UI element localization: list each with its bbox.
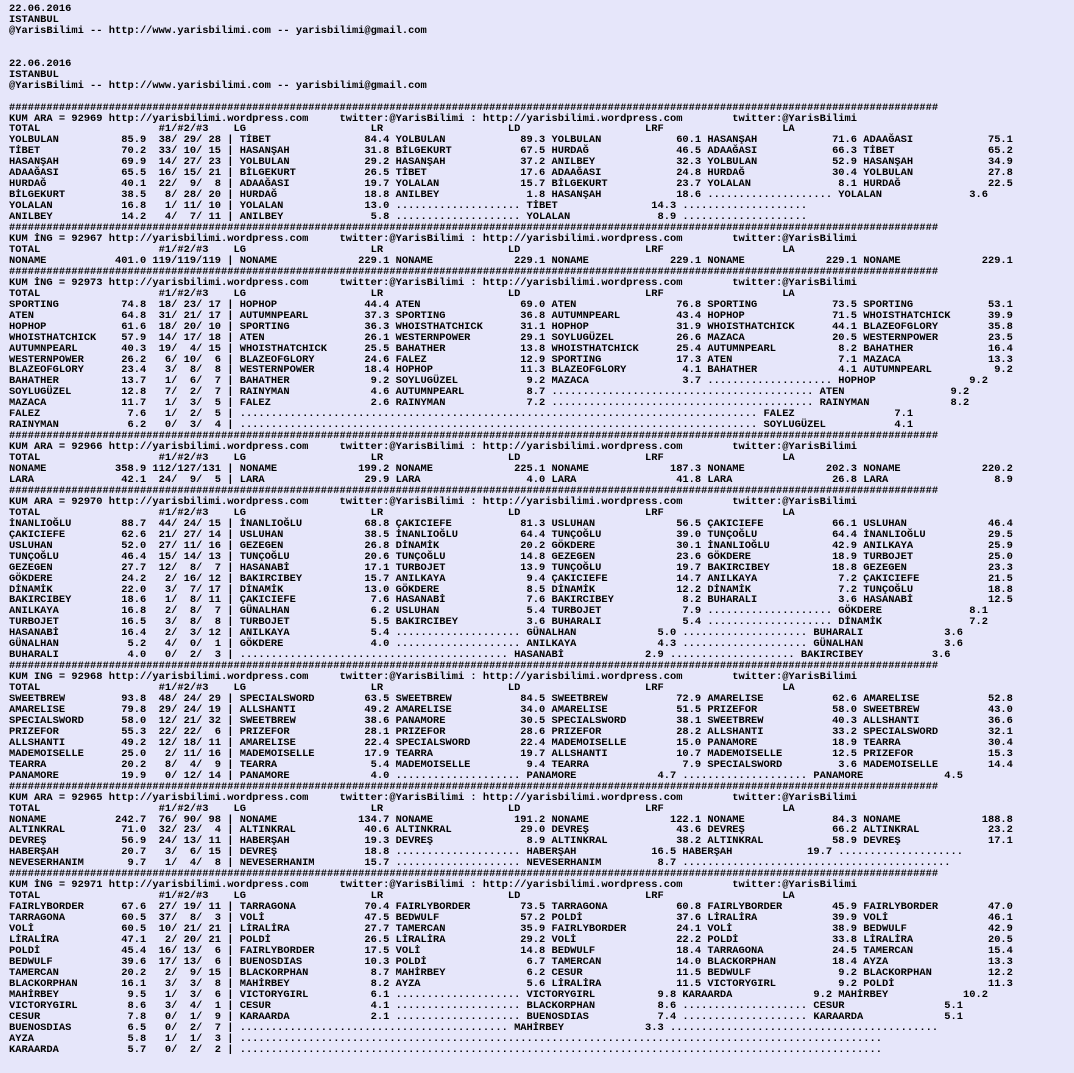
race-row: AYZA 5.8 1/ 1/ 3 | ....................................................................................................... [9,1032,882,1045]
race-row: RAINYMAN 6.2 0/ 3/ 4 | ................................................................................... SOYLUGÜZEL 4.1 [9,419,914,432]
race-row: HABERŞAH 20.7 3/ 6/ 15 | DEVREŞ 18.8 .................... HABERŞAH 16.5 HABERŞAH 19.7 .................... [9,846,964,859]
header-city: ISTANBUL [9,13,59,26]
column-header: TOTAL #1/#2/#3 LG LR LD LRF LA [9,243,795,256]
race-row: ALTINKRAL 71.0 32/ 23/ 4 | ALTINKRAL 40.6 ALTINKRAL 29.0 DEVREŞ 43.6 DEVREŞ 66.2 ALTINKRAL 23.2 [9,824,1013,837]
race-row: PRIZEFOR 55.3 22/ 22/ 6 | PRIZEFOR 28.1 PRIZEFOR 28.6 PRIZEFOR 28.2 ALLSHANTI 33.2 SPECIALSWORD 32.1 [9,725,1013,738]
race-row: DEVREŞ 56.9 24/ 13/ 11 | HABERŞAH 19.3 DEVREŞ 8.9 ALTINKRAL 38.2 ALTINKRAL 58.9 DEVREŞ 17.1 [9,835,1013,848]
race-row: POLDİ 45.4 16/ 13/ 6 | FAIRLYBORDER 17.5 VOLİ 14.8 BEDWULF 18.4 TARRAGONA 24.5 TAMERCAN 15.4 [9,944,1013,957]
column-header: TOTAL #1/#2/#3 LG LR LD LRF LA [9,682,795,695]
race-row: NEVESERHANIM 9.7 1/ 4/ 8 | NEVESERHANIM 15.7 .................... NEVESERHANIM 8.7 ........................................... [9,857,951,870]
race-row: TARRAGONA 60.5 37/ 8/ 3 | VOLİ 47.5 BEDWULF 57.2 POLDİ 37.6 LİRALİRA 39.9 VOLİ 46.1 [9,912,1013,925]
column-header: TOTAL #1/#2/#3 LG LR LD LRF LA [9,802,795,815]
race-row: SWEETBREW 93.8 48/ 24/ 29 | SPECIALSWORD 63.5 SWEETBREW 84.5 SWEETBREW 72.9 AMARELISE 62.6 AMARELISE 52.8 [9,693,1013,706]
race-row: ANILKAYA 16.8 2/ 8/ 7 | GÜNALHAN 6.2 USLUHAN 5.4 TURBOJET 7.9 .................... GÖKDERE 8.1 [9,605,988,618]
race-row: VOLİ 60.5 10/ 21/ 21 | LİRALİRA 27.7 TAMERCAN 35.9 FAIRLYBORDER 24.1 VOLİ 38.9 BEDWULF 42.9 [9,923,1013,936]
race-title: KUM ING = 92968 http://yarisbilimi.wordpress.com twitter:@YarisBilimi : http://yarisbilimi.wordpress.com twitter:@YarisBilimi [9,671,858,684]
race-row: TURBOJET 16.5 3/ 8/ 8 | TURBOJET 5.5 BAKIRCIBEY 3.6 BUHARALI 5.4 .................... DİNAMİK 7.2 [9,616,988,629]
race-row: MAHİRBEY 9.5 1/ 3/ 6 | VICTORYGIRL 6.1 .................... VICTORYGIRL 9.8 KARAARDA 9.2 MAHİRBEY 10.2 [9,988,988,1001]
race-row: CESUR 7.8 0/ 1/ 9 | KARAARDA 2.1 .................... BUENOSDIAS 7.4 .................... KARAARDA 5.1 [9,1010,964,1023]
race-row: İNANLIOĞLU 88.7 44/ 24/ 15 | İNANLIOĞLU 68.8 ÇAKICIEFE 81.3 USLUHAN 56.5 ÇAKICIEFE 66.1 USLUHAN 46.4 [9,517,1013,530]
race-row: BLAZEOFGLORY 23.4 3/ 8/ 8 | WESTERNPOWER 18.4 HOPHOP 11.3 BLAZEOFGLORY 4.1 BAHATHER 4.1 AUTUMNPEARL 9.2 [9,364,1013,377]
separator-line: ##################################################################################################################################################### [9,780,939,793]
race-row: LARA 42.1 24/ 9/ 5 | LARA 29.9 LARA 4.0 LARA 41.8 LARA 26.8 LARA 8.9 [9,473,1013,486]
race-row: ADAAĞASI 65.5 16/ 15/ 21 | BİLGEKURT 26.5 TİBET 17.6 ADAAĞASI 24.8 HURDAĞ 30.4 YOLBULAN 27.8 [9,167,1013,180]
race-row: GÜNALHAN 5.2 4/ 0/ 1 | GÖKDERE 4.0 .................... ANILKAYA 4.3 .................... GÜNALHAN 3.6 [9,638,964,651]
race-row: SOYLUGÜZEL 12.8 7/ 2/ 7 | RAINYMAN 4.6 AUTUMNPEARL 8.7 .......................................... ATEN 9.2 [9,386,970,399]
race-row: TİBET 70.2 33/ 10/ 15 | HASANŞAH 31.8 BİLGEKURT 67.5 HURDAĞ 46.5 ADAAĞASI 66.3 TİBET 65.2 [9,145,1013,158]
race-row: GEZEGEN 27.7 12/ 8/ 7 | HASANABİ 17.1 TURBOJET 13.9 TUNÇOĞLU 19.7 BAKIRCIBEY 18.8 GEZEGEN 23.3 [9,561,1013,574]
race-blocks [9,102,1013,1056]
race-row: BUHARALI 4.0 0/ 2/ 3 | ........................................... HASANABİ 2.9 .................... BAKIRCIBEY 3.6 [9,649,951,662]
race-row: KARAARDA 5.7 0/ 2/ 2 | ....................................................................................................... [9,1043,882,1056]
column-header: TOTAL #1/#2/#3 LG LR LD LRF LA [9,506,795,519]
header-contact: @YarisBilimi -- http://www.yarisbilimi.com -- yarisbilimi@gmail.com [9,24,427,37]
race-row: YOLBULAN 85.9 38/ 29/ 28 | TİBET 84.4 YOLBULAN 89.3 YOLBULAN 60.1 HASANŞAH 71.6 ADAAĞASI 75.1 [9,134,1013,147]
race-row: WHOISTHATCHICK 57.9 14/ 17/ 18 | ATEN 26.1 WESTERNPOWER 29.1 SOYLUGÜZEL 26.6 MAZACA 20.5 WESTERNPOWER 23.5 [9,331,1013,344]
race-row: ALLSHANTI 49.2 12/ 18/ 11 | AMARELISE 22.4 SPECIALSWORD 22.4 MADEMOISELLE 15.0 PANAMORE 18.9 TEARRA 30.4 [9,736,1013,749]
race-row: FAIRLYBORDER 67.6 27/ 19/ 11 | TARRAGONA 70.4 FAIRLYBORDER 73.5 TARRAGONA 60.8 FAIRLYBORDER 45.9 FAIRLYBORDER 47.0 [9,901,1013,914]
race-row: BLACKORPHAN 16.1 3/ 3/ 8 | MAHİRBEY 8.2 AYZA 5.6 LİRALİRA 11.5 VICTORYGIRL 9.2 POLDİ 11.3 [9,977,1013,990]
separator-line: ##################################################################################################################################################### [9,101,939,114]
race-row: PANAMORE 19.9 0/ 12/ 14 | PANAMORE 4.0 .................... PANAMORE 4.7 .................... PANAMORE 4.5 [9,769,964,782]
separator-line: ##################################################################################################################################################### [9,222,939,235]
separator-line: ##################################################################################################################################################### [9,430,939,443]
race-title: KUM ARA = 92966 http://yarisbilimi.wordpress.com twitter:@YarisBilimi : http://yarisbilimi.wordpress.com twitter:@YarisBilimi [9,441,858,454]
race-row: AMARELISE 79.8 29/ 24/ 19 | ALLSHANTI 49.2 AMARELISE 34.0 AMARELISE 51.5 PRIZEFOR 58.0 SWEETBREW 43.0 [9,704,1013,716]
race-row: TEARRA 20.2 8/ 4/ 9 | TEARRA 5.4 MADEMOISELLE 9.4 TEARRA 7.9 SPECIALSWORD 3.6 MADEMOISELLE 14.4 [9,758,1013,771]
race-row: MADEMOISELLE 25.0 2/ 11/ 16 | MADEMOISELLE 17.9 TEARRA 19.7 ALLSHANTI 10.7 MADEMOISELLE 12.5 PRIZEFOR 15.3 [9,747,1013,760]
race-row: FALEZ 7.6 1/ 2/ 5 | ................................................................................... FALEZ 7.1 [9,408,914,421]
race-row: BİLGEKURT 38.5 8/ 28/ 20 | HURDAĞ 18.8 ANILBEY 1.8 HASANŞAH 18.6 .................... YOLALAN 3.6 [9,189,988,202]
header-date: 22.06.2016 [9,3,72,15]
race-row: YOLALAN 16.8 1/ 11/ 10 | YOLALAN 13.0 .................... TİBET 14.3 .................... [9,200,808,213]
race-row: AUTUMNPEARL 40.3 19/ 4/ 15 | WHOISTHATCHICK 25.5 BAHATHER 13.8 WHOISTHATCHICK 25.4 AUTUMNPEARL 8.2 BAHATHER 16.4 [9,342,1013,355]
race-row: ATEN 64.8 31/ 21/ 17 | AUTUMNPEARL 37.3 SPORTING 36.8 AUTUMNPEARL 43.4 HOPHOP 71.5 WHOISTHATCHICK 39.9 [9,309,1013,322]
separator-line: ##################################################################################################################################################### [9,265,939,278]
race-row: ANILBEY 14.2 4/ 7/ 11 | ANILBEY 5.8 .................... YOLALAN 8.9 .................... [9,211,808,224]
race-row: SPORTING 74.8 18/ 23/ 17 | HOPHOP 44.4 ATEN 69.0 ATEN 76.8 SPORTING 73.5 SPORTING 53.1 [9,298,1013,311]
race-row: LİRALİRA 47.1 2/ 20/ 21 | POLDİ 26.5 LİRALİRA 29.2 VOLİ 22.2 POLDİ 33.8 LİRALİRA 20.5 [9,934,1013,947]
column-header: TOTAL #1/#2/#3 LG LR LD LRF LA [9,890,795,903]
race-title: KUM İNG = 92967 http://yarisbilimi.wordpress.com twitter:@YarisBilimi : http://yarisbilimi.wordpress.com twitter:@YarisBilimi [9,233,858,246]
race-row: VICTORYGIRL 8.6 3/ 4/ 1 | CESUR 4.1 .................... BLACKORPHAN 8.6 .................... CESUR 5.1 [9,999,964,1012]
race-title: KUM ARA = 92965 http://yarisbilimi.wordpress.com twitter:@YarisBilimi : http://yarisbilimi.wordpress.com twitter:@YarisBilimi [9,791,858,804]
race-row: HASANŞAH 69.9 14/ 27/ 23 | YOLBULAN 29.2 HASANŞAH 37.2 ANILBEY 32.3 YOLBULAN 52.9 HASANŞAH 34.9 [9,156,1013,169]
race-row: BAHATHER 13.7 1/ 6/ 7 | BAHATHER 9.2 SOYLUGÜZEL 9.2 MAZACA 3.7 .................... HOPHOP 9.2 [9,375,988,388]
race-title: KUM ARA = 92970 http://yarisbilimi.wordpress.com twitter:@YarisBilimi : http://yarisbilimi.wordpress.com twitter:@YarisBilimi [9,495,858,508]
race-title: KUM İNG = 92971 http://yarisbilimi.wordpress.com twitter:@YarisBilimi : http://yarisbilimi.wordpress.com twitter:@YarisBilimi [9,879,858,892]
header-contact-repeat: @YarisBilimi -- http://www.yarisbilimi.com -- yarisbilimi@gmail.com [9,79,427,92]
column-header: TOTAL #1/#2/#3 LG LR LD LRF LA [9,287,795,300]
race-row: TAMERCAN 20.2 2/ 9/ 15 | BLACKORPHAN 8.7 MAHİRBEY 6.2 CESUR 11.5 BEDWULF 9.2 BLACKORPHAN 12.2 [9,966,1013,979]
race-row: TUNÇOĞLU 46.4 15/ 14/ 13 | TUNÇOĞLU 20.6 TUNÇOĞLU 14.8 GEZEGEN 23.6 GÖKDERE 18.9 TURBOJET 25.0 [9,550,1013,563]
race-title: KUM ARA = 92969 http://yarisbilimi.wordpress.com twitter:@YarisBilimi : http://yarisbilimi.wordpress.com twitter:@YarisBilimi [9,112,858,125]
column-header: TOTAL #1/#2/#3 LG LR LD LRF LA [9,452,795,465]
race-title: KUM İNG = 92973 http://yarisbilimi.wordpress.com twitter:@YarisBilimi : http://yarisbilimi.wordpress.com twitter:@YarisBilimi [9,276,858,289]
race-row: BAKIRCIBEY 18.6 1/ 8/ 11 | ÇAKICIEFE 7.6 HASANABİ 7.6 BAKIRCIBEY 8.2 BUHARALI 3.6 HASANABİ 12.5 [9,594,1013,607]
race-row: BEDWULF 39.6 17/ 13/ 6 | BUENOSDIAS 10.3 POLDİ 6.7 TAMERCAN 14.0 BLACKORPHAN 18.4 AYZA 13.3 [9,955,1013,968]
race-row: HASANABİ 16.4 2/ 3/ 12 | ANILKAYA 5.4 .................... GÜNALHAN 5.0 .................... BUHARALI 3.6 [9,627,964,640]
separator-line: ##################################################################################################################################################### [9,484,939,497]
header-date-repeat: 22.06.2016 [9,57,72,70]
race-row: HURDAĞ 40.1 22/ 9/ 8 | ADAAĞASI 19.7 YOLALAN 15.7 BİLGEKURT 23.7 YOLALAN 8.1 HURDAĞ 22.5 [9,178,1013,191]
race-row: NONAME 358.9 112/127/131 | NONAME 199.2 NONAME 225.1 NONAME 187.3 NONAME 202.3 NONAME 220.2 [9,463,1013,476]
race-row: BUENOSDIAS 6.5 0/ 2/ 7 | ........................................... MAHİRBEY 3.3 ........................................... [9,1021,939,1034]
race-row: HOPHOP 61.6 18/ 20/ 10 | SPORTING 36.3 WHOISTHATCHICK 31.1 HOPHOP 31.9 WHOISTHATCHICK 44.1 BLAZEOFGLORY 35.8 [9,320,1013,333]
race-row: DİNAMİK 22.0 3/ 7/ 17 | DİNAMİK 13.0 GÖKDERE 8.5 DİNAMİK 12.2 DİNAMİK 7.2 TUNÇOĞLU 18.8 [9,583,1013,596]
race-row: ÇAKICIEFE 62.6 21/ 27/ 14 | USLUHAN 38.5 İNANLIOĞLU 64.4 TUNÇOĞLU 39.0 TUNÇOĞLU 64.4 İNANLIOĞLU 29.5 [9,528,1013,541]
race-row: SPECIALSWORD 58.0 12/ 21/ 32 | SWEETBREW 38.6 PANAMORE 30.5 SPECIALSWORD 38.1 SWEETBREW 40.3 ALLSHANTI 36.6 [9,714,1013,727]
race-row: MAZACA 11.7 1/ 3/ 5 | FALEZ 2.6 RAINYMAN 7.2 .......................................... RAINYMAN 8.2 [9,397,970,410]
column-header: TOTAL #1/#2/#3 LG LR LD LRF LA [9,123,795,136]
race-row: USLUHAN 52.0 27/ 11/ 16 | GEZEGEN 26.8 DİNAMİK 20.2 GÖKDERE 30.1 İNANLIOĞLU 42.9 ANILKAYA 25.9 [9,539,1013,552]
race-row: GÖKDERE 24.2 2/ 16/ 12 | BAKIRCIBEY 15.7 ANILKAYA 9.4 ÇAKICIEFE 14.7 ANILKAYA 7.2 ÇAKICIEFE 21.5 [9,572,1013,585]
race-row: NONAME 242.7 76/ 90/ 98 | NONAME 134.7 NONAME 191.2 NONAME 122.1 NONAME 84.3 NONAME 188.8 [9,813,1013,826]
header-city-repeat: ISTANBUL [9,68,59,81]
race-row: WESTERNPOWER 26.2 6/ 10/ 6 | BLAZEOFGLORY 24.6 FALEZ 12.9 SPORTING 17.3 ATEN 7.1 MAZACA 13.3 [9,353,1013,366]
separator-line: ##################################################################################################################################################### [9,868,939,881]
separator-line: ##################################################################################################################################################### [9,660,939,673]
race-row: NONAME 401.0 119/119/119 | NONAME 229.1 NONAME 229.1 NONAME 229.1 NONAME 229.1 NONAME 229.1 [9,254,1013,267]
